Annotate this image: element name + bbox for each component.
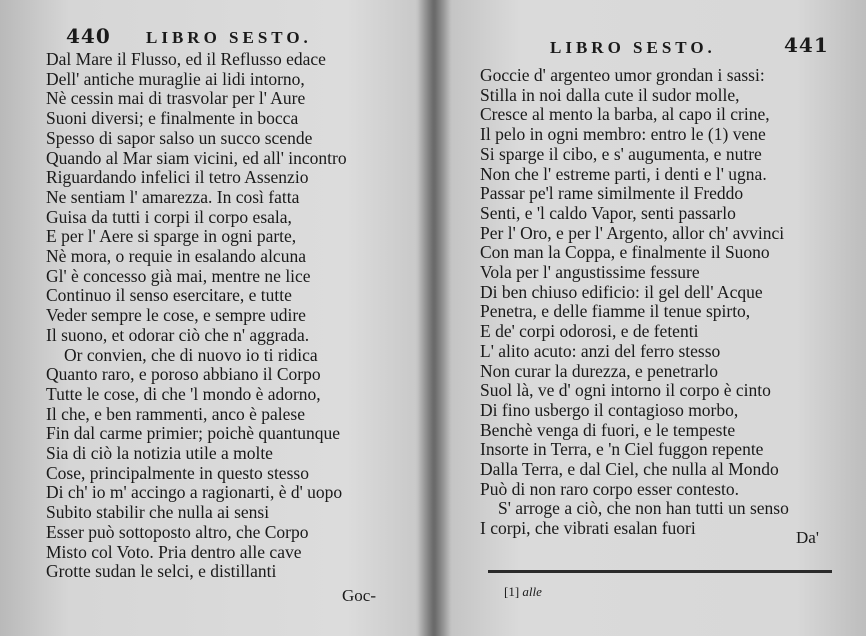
page-number: 440 (66, 24, 111, 48)
verse-line: Dal Mare il Flusso, ed il Reflusso edace (46, 49, 326, 69)
verse-line: Misto col Voto. Pria dentro alle cave (46, 541, 302, 562)
verse-line: Sia di ciò la notizia utile a molte (46, 443, 273, 464)
verse-lines (480, 66, 789, 539)
verse-line: S' arroge a ciò, che non han tutti un senso (498, 498, 789, 519)
verse-line: Di fino usbergo il contagioso morbo, (480, 399, 739, 420)
running-head: LIBRO SESTO. (146, 28, 312, 47)
verse-line: Con man la Coppa, e finalmente il Suono (480, 242, 770, 263)
verse-line: Dell' antiche muraglie ai lidi intorno, (46, 68, 305, 89)
verse-line: E per l' Aere si sparge in ogni parte, (46, 226, 297, 247)
verse-line: Nè cessin mai di trasvolar per l' Aure (46, 88, 306, 109)
verse-line: Senti, e 'l caldo Vapor, senti passarlo (480, 202, 736, 223)
verse-line: Riguardando infelici il tetro Assenzio (46, 167, 309, 188)
verse-line: Subito stabilir che nulla ai sensi (46, 502, 270, 523)
verse-line: Penetra, e delle fiamme il tenue spirto, (480, 301, 751, 322)
verse-line: Guisa da tutti i corpi il corpo esala, (46, 206, 292, 227)
verse-line: Veder sempre le cose, e sempre udire (46, 305, 306, 326)
verse-line: Benchè venga di fuori, e le tempeste (480, 419, 736, 440)
verse-line: Goccie d' argenteo umor grondan i sassi: (480, 65, 765, 85)
verse-line: Di ch' io m' accingo a ragionarti, è d' uopo (46, 482, 343, 503)
verse-line: Ne sentiam l' amarezza. In così fatta (46, 186, 300, 207)
verse-line: Spesso di sapor salso un succo scende (46, 127, 313, 148)
right-page (438, 0, 866, 636)
verse-line: Tutte le cose, di che 'l mondo è adorno, (46, 383, 321, 404)
footnote (504, 584, 542, 600)
verse-line: Nè mora, o requie in esalando alcuna (46, 246, 306, 267)
footnote-marker: [1] (504, 584, 520, 599)
verse-line: Il pelo in ogni membro: entro le (1) vene (480, 124, 766, 145)
verse-lines (46, 50, 347, 582)
verse-line: I corpi, che vibrati esalan fuori (480, 518, 696, 539)
catchword: Goc- (342, 586, 376, 605)
left-page (0, 0, 430, 636)
footnote-rule (488, 570, 832, 573)
verse-line: E de' corpi odorosi, e de fetenti (480, 321, 699, 342)
page-number: 441 (784, 33, 829, 57)
verse-line: Quando al Mar siam vicini, ed all' incontro (46, 147, 347, 168)
verse-line: Grotte sudan le selci, e distillanti (46, 561, 277, 582)
verse-line: Fin dal carme primier; poichè quantunque (46, 423, 341, 444)
verse-line: Non che l' estreme parti, i denti e l' ugna. (480, 163, 767, 184)
verse-line: L' alito acuto: anzi del ferro stesso (480, 340, 721, 361)
catchword: Da' (796, 528, 819, 547)
verse-line: Esser può sottoposto altro, che Corpo (46, 521, 309, 542)
verse-line: Si sparge il cibo, e s' augumenta, e nutre (480, 143, 762, 164)
verse-line: Cose, principalmente in questo stesso (46, 462, 309, 483)
verse-line: Or convien, che di nuovo io ti ridica (64, 344, 318, 365)
verse-line: Vola per l' angustissime fessure (480, 262, 700, 283)
verse-line: Continuo il senso esercitare, e tutte (46, 285, 292, 306)
verse-line: Il che, e ben rammenti, anco è palese (46, 403, 305, 424)
verse-line: Può di non raro corpo esser contesto. (480, 478, 740, 499)
verse-line: Dalla Terra, e dal Ciel, che nulla al Mondo (480, 459, 779, 480)
verse-line: Stilla in noi dalla cute il sudor molle, (480, 84, 740, 105)
footnote-text: alle (522, 584, 542, 599)
verse-line: Gl' è concesso già mai, mentre ne lice (46, 265, 311, 286)
verse-line: Insorte in Terra, e 'n Ciel fuggon repente (480, 439, 764, 460)
verse-line: Cresce al mento la barba, al capo il crine, (480, 104, 770, 125)
verse-line: Suoni diversi; e finalmente in bocca (46, 108, 299, 129)
verse-line: Quanto raro, e poroso abbiano il Corpo (46, 364, 321, 385)
verse-line: Il suono, et odorar ciò che n' aggrada. (46, 324, 310, 345)
verse-line: Per l' Oro, e per l' Argento, allor ch' avvinci (480, 222, 785, 243)
verse-line: Suol là, ve d' ogni intorno il corpo è cinto (480, 380, 771, 401)
verse-line: Non curar la durezza, e penetrarlo (480, 360, 719, 381)
verse-line: Di ben chiuso edificio: il gel dell' Acque (480, 281, 763, 302)
running-head: LIBRO SESTO. (550, 38, 716, 57)
verse-line: Passar pe'l rame similmente il Freddo (480, 183, 744, 204)
